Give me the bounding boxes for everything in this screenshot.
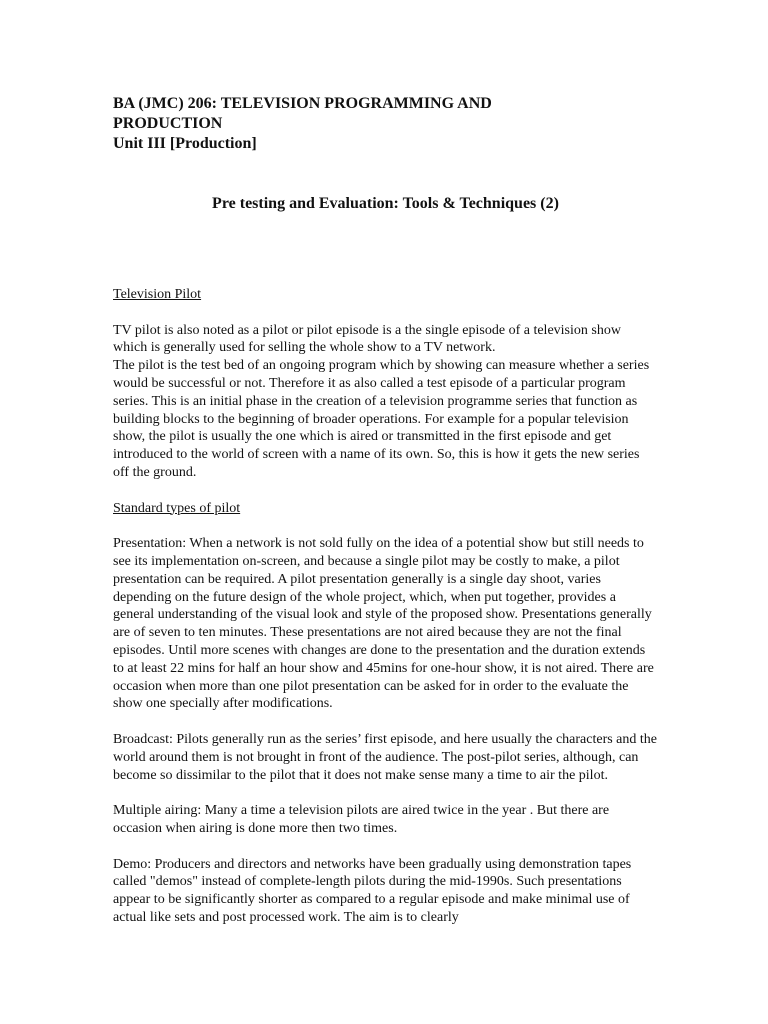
course-title-line-2: PRODUCTION xyxy=(113,115,223,132)
section-heading-television-pilot: Television Pilot xyxy=(113,287,202,302)
unit-label: Unit III [Production] xyxy=(113,135,257,152)
paragraph-multiple-airing: Multiple airing: Many a time a television pilots are aired twice in the year . But there are occasion when airing is done more then two times. xyxy=(113,803,610,836)
paragraph-broadcast: Broadcast: Pilots generally run as the series’ first episode, and here usually the characters and the world around them is not brought in front of the audience. The post-pilot series, although, can become so dissimilar to the pilot that it does not make sense many a time to air the pilot. xyxy=(113,731,657,783)
document-page xyxy=(113,94,658,927)
paragraph-pilot-definition: TV pilot is also noted as a pilot or pilot episode is a the single episode of a television show which is generally used for selling the whole show to a TV network. xyxy=(113,322,621,356)
document-heading: Pre testing and Evaluation: Tools & Techniques (2) xyxy=(212,195,559,212)
paragraph-presentation: Presentation: When a network is not sold fully on the idea of a potential show but still needs to see its implementation on-screen, and because a single pilot may be costly to make, a pilot presentation can be required. A pilot presentation generally is a single day shoot, varies depending on the future design of the whole project, which, when put together, provides a general understanding of the visual look and style of the proposed show. Presentations generally are of seven to ten minutes. These presentations are not aired because they are not the final episodes. Until more scenes with changes are done to the presentation and the duration extends to at least 22 mins for half an hour show and 45mins for one-hour show, it is not aired. There are occasion when more than one pilot presentation can be asked for in order to the evaluate the show one specially after modifications. xyxy=(113,536,654,712)
section-heading-standard-types: Standard types of pilot xyxy=(113,500,241,516)
paragraph-pilot-test-bed: The pilot is the test bed of an ongoing program which by showing can measure whether a series would be successful or not. Therefore it as also called a test episode of a particular program series. This is an initial phase in the creation of a television programme series that function as building blocks to the beginning of broader operations. For example for a popular television show, the pilot is usually the one which is aired or transmitted in the first episode and get introduced to the world of screen with a name of its own. So, this is how it gets the new series off the ground. xyxy=(113,358,650,480)
paragraph-demo: Demo: Producers and directors and networks have been gradually using demonstration tapes called "demos" instead of complete-length pilots during the mid-1990s. Such presentations appear to be significantly shorter as compared to a regular episode and make minimal use of actual like sets and post processed work. The aim is to clearly xyxy=(113,856,632,925)
course-title-line-1: BA (JMC) 206: TELEVISION PROGRAMMING AND xyxy=(113,95,492,112)
course-title xyxy=(113,94,658,154)
